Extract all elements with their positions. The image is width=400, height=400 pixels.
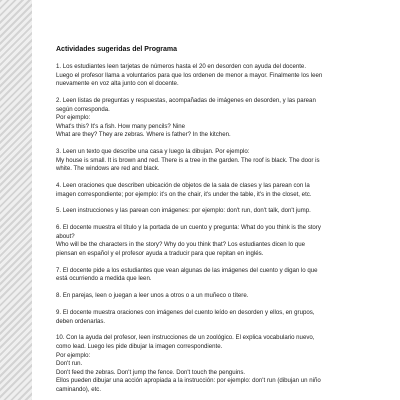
activity-item	[56, 334, 378, 394]
activity-line: What's this? It's a fish. How many pencils? Nine	[56, 122, 185, 130]
activity-line: como lead. Luego les pide dibujar la imagen correspondiente.	[56, 342, 223, 350]
activity-line: nuevamente en voz alta junto con el docente.	[56, 80, 179, 88]
activity-line: 4. Leen oraciones que describen ubicación de objetos de la sala de clases y las parean con la	[56, 182, 310, 190]
activity-line: Who will be the characters in the story? Why do you think that? Los estudiantes dicen lo que	[56, 241, 305, 249]
activity-line: caminando), etc.	[56, 385, 102, 393]
decorative-side-stripe	[0, 0, 32, 400]
activity-line: imagen correspondiente; por ejemplo: it's on the chair, it's under the table, it's in the closet, etc.	[56, 190, 312, 198]
activity-line: about?	[56, 232, 75, 240]
activity-item	[56, 309, 378, 326]
activity-line: white. The windows are red and black.	[56, 165, 160, 173]
activity-item	[56, 267, 378, 284]
activity-item	[56, 97, 378, 140]
activity-line: Don't feed the zebras. Don't jump the fence. Don't touch the penguins.	[56, 368, 246, 376]
activity-line: Por ejemplo:	[56, 114, 91, 122]
activity-line: My house is small. It is brown and red. There is a tree in the garden. The roof is black. The door is	[56, 156, 320, 164]
activity-item	[56, 292, 378, 301]
activity-item	[56, 182, 378, 199]
document-body	[56, 45, 378, 400]
activity-line: 8. En parejas, leen o juegan a leer unos a otros o a un muñeco o títere.	[56, 292, 249, 300]
activity-line: 7. El docente pide a los estudiantes que vean algunas de las imágenes del cuento y digan lo que	[56, 266, 318, 274]
activity-item	[56, 207, 378, 216]
activity-line: Ellos pueden dibujar una acción apropiada a la instrucción: por ejemplo: don't run (dibujan un niño	[56, 377, 321, 385]
section-heading: Actividades sugeridas del Programa	[56, 46, 177, 53]
activity-line: What are they? They are zebras. Where is father? In the kitchen.	[56, 131, 231, 139]
activity-item	[56, 63, 378, 89]
activity-line: 1. Los estudiantes leen tarjetas de números hasta el 20 en desorden con ayuda del docente.	[56, 63, 307, 70]
activity-line: Por ejemplo:	[56, 351, 91, 359]
activity-item	[56, 148, 378, 174]
activity-line: 2. Leen listas de preguntas y respuestas, acompañadas de imágenes en desorden, y las parean	[56, 96, 316, 104]
activity-line: Luego el profesor llama a voluntarios para que los ordenen de menor a mayor. Finalmente los leen	[56, 71, 323, 79]
activity-line: 10. Con la ayuda del profesor, leen instrucciones de un zoológico. El explica vocabulario nuevo,	[56, 334, 315, 342]
activity-line: deben ordenarlas.	[56, 317, 106, 325]
activity-line: 5. Leen instrucciones y las parean con imágenes: por ejemplo: don't run, don't talk, don't jump.	[56, 207, 311, 215]
activity-item	[56, 224, 378, 258]
activity-line: 9. El docente muestra oraciones con imágenes del cuento leído en desorden y ellos, en grupos,	[56, 308, 315, 316]
activity-line: 6. El docente muestra el título y la portada de un cuento y pregunta: What do you think is the story	[56, 224, 321, 232]
activity-line: según corresponda.	[56, 105, 110, 113]
activity-list	[56, 63, 378, 395]
activity-line: Don't run.	[56, 360, 83, 368]
activity-line: está ocurriendo a medida que leen.	[56, 275, 152, 283]
activity-line: piensan en español y el profesor ayuda a traducir para que repitan en inglés.	[56, 250, 264, 258]
activity-line: 3. Leen un texto que describe una casa y luego la dibujan. Por ejemplo:	[56, 148, 250, 156]
